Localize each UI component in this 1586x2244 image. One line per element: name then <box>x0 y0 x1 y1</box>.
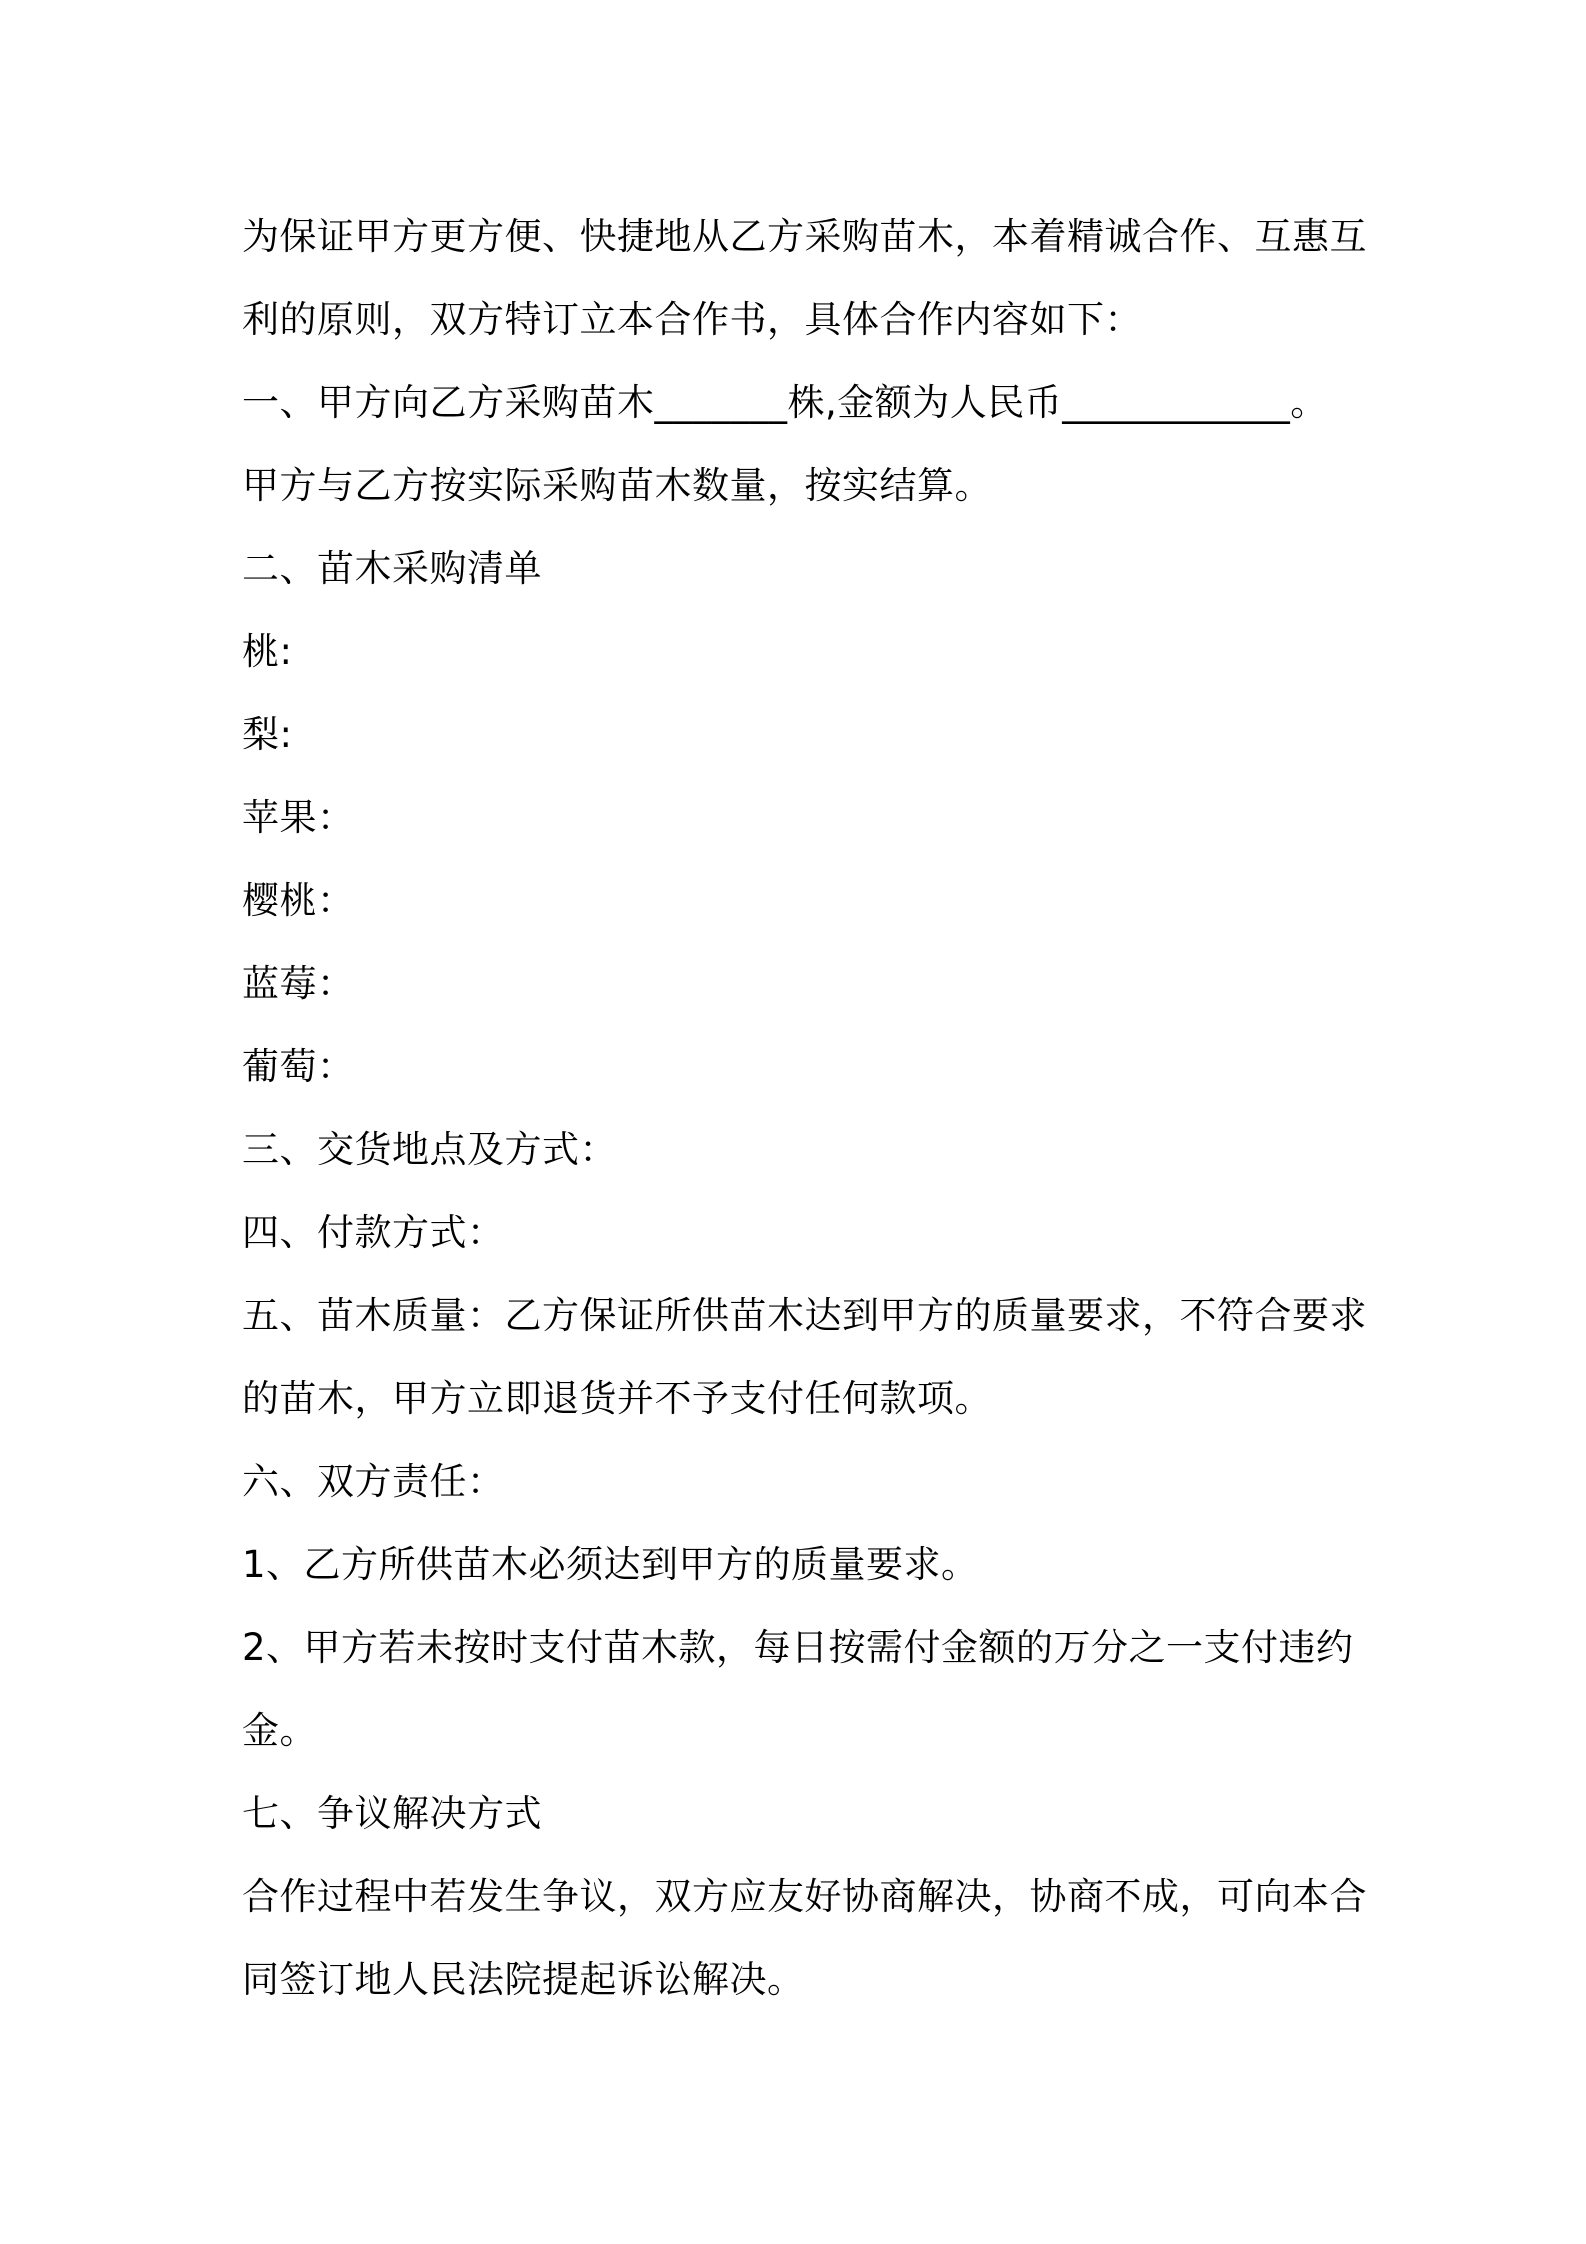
list-item-blueberry: 蓝莓： <box>242 962 355 1005</box>
clause-6-item-2-line-1: 2、甲方若未按时支付苗木款，每日按需付金额的万分之一支付违约 <box>242 1626 1354 1669</box>
list-item-grape: 葡萄： <box>242 1045 355 1088</box>
clause-7-heading: 七、争议解决方式 <box>242 1792 542 1835</box>
clause-1-line-2: 甲方与乙方按实际采购苗木数量，按实结算。 <box>242 464 992 507</box>
document-body <box>242 195 1367 2021</box>
clause-7-line-1: 合作过程中若发生争议，双方应友好协商解决，协商不成，可向本合 <box>242 1875 1367 1918</box>
clause-5-line-2: 的苗木，甲方立即退货并不予支付任何款项。 <box>242 1377 992 1420</box>
list-item-apple: 苹果： <box>242 796 355 839</box>
clause-6-heading: 六、双方责任： <box>242 1460 505 1503</box>
clause-4-heading: 四、付款方式： <box>242 1211 505 1254</box>
intro-line-1: 为保证甲方更方便、快捷地从乙方采购苗木，本着精诚合作、互惠互 <box>242 215 1367 258</box>
clause-6-item-2-line-2: 金。 <box>242 1709 317 1752</box>
clause-3-heading: 三、交货地点及方式： <box>242 1128 617 1171</box>
list-item-pear: 梨: <box>242 713 293 756</box>
list-item-peach: 桃: <box>242 630 293 673</box>
clause-7-line-2: 同签订地人民法院提起诉讼解决。 <box>242 1958 805 2001</box>
list-item-cherry: 樱桃： <box>242 879 355 922</box>
clause-2-heading: 二、苗木采购清单 <box>242 547 542 590</box>
clause-6-item-1: 1、乙方所供苗木必须达到甲方的质量要求。 <box>242 1543 979 1586</box>
intro-line-2: 利的原则，双方特订立本合作书，具体合作内容如下： <box>242 298 1142 341</box>
clause-1-line-1: 一、甲方向乙方采购苗木_______株,金额为人民币____________。 <box>242 381 1328 424</box>
clause-5-line-1: 五、苗木质量：乙方保证所供苗木达到甲方的质量要求，不符合要求 <box>242 1294 1367 1337</box>
